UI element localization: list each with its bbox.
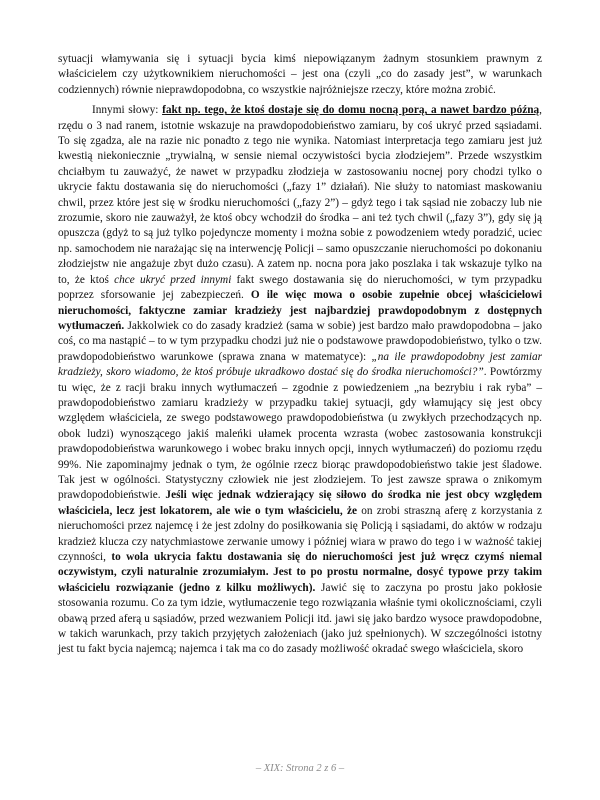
text-run: , rzędu o 3 nad ranem, istotnie wskazuje na prawdopodobieństwo zamiaru, by coś ukryć przed sąsiadami. To się zgadza, ale na razie nic ponadto z tego nie wynika. Natomiast interpretacja tego zamiaru jest już kwestią niekoniecznie „trywialną, w sensie niemal oczywistości bycia złodziejem”. Przede wszystkim chciałbym tu zauważyć, że nawet w przypadku złodzieja w zastosowaniu nocnej pory chodzi tylko o ukrycie faktu dostawania się do nieruchomości („fazy 1” działań). Nie służy to natomiast maskowaniu chwil, przez które jest się w środku nieruchomości („fazy 2”) – gdyż tego i tak sąsiad nie zobaczy lub nie zrozumie, skoro nie zauważył, że ktoś obcy wchodził do środka – ani też tych chwil („fazy 3”), gdy się ją opuszcza (gdyż to są już tylko pojedyncze momenty i można sobie z powodzeniem wtedy poradzić, uciec np. samochodem nie narażając się na interwencję Policji – samo opuszczanie nieruchomości po dokonaniu złodziejstw nie angażuje zbyt dużo czasu). A zatem np. nocna pora jako poszlaka i tak wskazuje tylko na to, że ktoś (58, 104, 542, 286)
text-run: Innymi słowy: (92, 104, 163, 117)
bold-sentence: to wola ukrycia faktu dostawania się do nieruchomości jest już wręcz czymś niemal oczywistym, czyli naturalnie zrozumiałym. Jest to po prostu normalne, dosyć typowe przy takim właścicielu rozwiązanie (jedno z kilku możliwych). (58, 551, 542, 594)
paragraph-continuation: sytuacji włamywania się i sytuacji bycia kimś niepowiązanym żadnym stosunkiem prawnym z właścicielem czy użytkownikiem nieruchomości – jest ona (czyli „co do zasady jest”, w warunkach codziennych) równie nieprawdopodobna, co wszystkie najróżniejsze rzeczy, które można zrobić. (58, 53, 542, 96)
bold-sentence: Jeśli więc jednak wdzierający się siłowo do środka nie jest obcy względem właściciela, lecz jest lokatorem, ale wie o tym właścicielu, że (58, 489, 543, 517)
italic-quote: „na ile prawdopodobny jest zamiar kradzieży, skoro wiadomo, że ktoś próbuje ukradkowo dostać się do środka nieruchomości?” (58, 350, 542, 379)
bold-sentence: O ile więc mowa o osobie zupełnie obcej właścicielowi nieruchomości, faktyczne zamiar kradzieży jest najbardziej prawdopodobnym z dostępnych wytłumaczeń. (58, 289, 542, 332)
text-run: . Powtórzmy tu więc, że z racji braku innych wytłumaczeń – zgodnie z powiedzeniem „na bezrybiu i rak ryba” – prawdopodobieństwo zamiaru kradzieży w przypadku takiej sytuacji, gdy włamujący się jest obcy względem właściciela, ze swego podstawowego prawdopodobieństwa (u zwykłych przechodzących np. obok ludzi) wynoszącego jakiś maleńki ułamek procenta wzrasta (wobec zastosowania konstrukcji prawdopodobieństwa warunkowego i wobec braku innych opcji, innych wytłumaczeń) do poziomu rzędu 99%. Nie zapominajmy jednak o tym, że ogólnie rzecz biorąc prawdopodobieństwo takie jest śladowe. Tak jest w ogólności. Statystyczny człowiek nie jest złodziejem. To jest zawsze sprawa o znikomym prawdopodobieństwie. (58, 366, 542, 502)
page-footer: – XIX: Strona 2 z 6 – (255, 763, 345, 774)
paragraph-main (58, 103, 542, 658)
text-run: fakt swego dostawania się do nieruchomości, w tym przypadku poprzez sforsowanie jej zabezpieczeń. (58, 273, 543, 302)
text-run: Jakkolwiek co do zasady kradzież (sama w sobie) jest bardzo mało prawdopodobna – jako coś, co ma nastąpić – to w tym przypadku chodzi już nie o podstawowe prawdopodobieństwo, tylko o tzw. prawdopodobieństwo warunkowe (sprawa znana w matematyce): (58, 319, 542, 363)
bold-underlined-phrase: fakt np. tego, że ktoś dostaje się do domu nocną porą, a nawet bardzo późną (162, 104, 540, 117)
italic-phrase: chce ukryć przed innymi (114, 273, 232, 286)
text-run: Jawić się to zaczyna po prostu jako pokłosie stosowania rozumu. Co za tym idzie, wytłumaczenie tego rozwiązania właśnie tymi okolicznościami, czyli obawą przed aferą u sąsiadów, przed wezwaniem Policji itd. jawi się jako bardzo wysoce prawdopodobne, w takich warunkach, przy takich przyjętych założeniach (jako już spełnionych). W szczególności istotny jest tu fakt bycia najemcą; najemca i tak ma co do zasady możliwość okradać swego właściciela, skoro (58, 581, 542, 656)
text-run: on zrobi straszną aferę z korzystania z nieruchomości przez najemcę i że jest zdolny do posiłkowania się Policją i sąsiadami, do aktów w rodzaju kradzież klucza czy natychmiastowe zerwanie umowy i później wiara w prawo do tego i w ważność takiej czynności, (58, 504, 543, 563)
